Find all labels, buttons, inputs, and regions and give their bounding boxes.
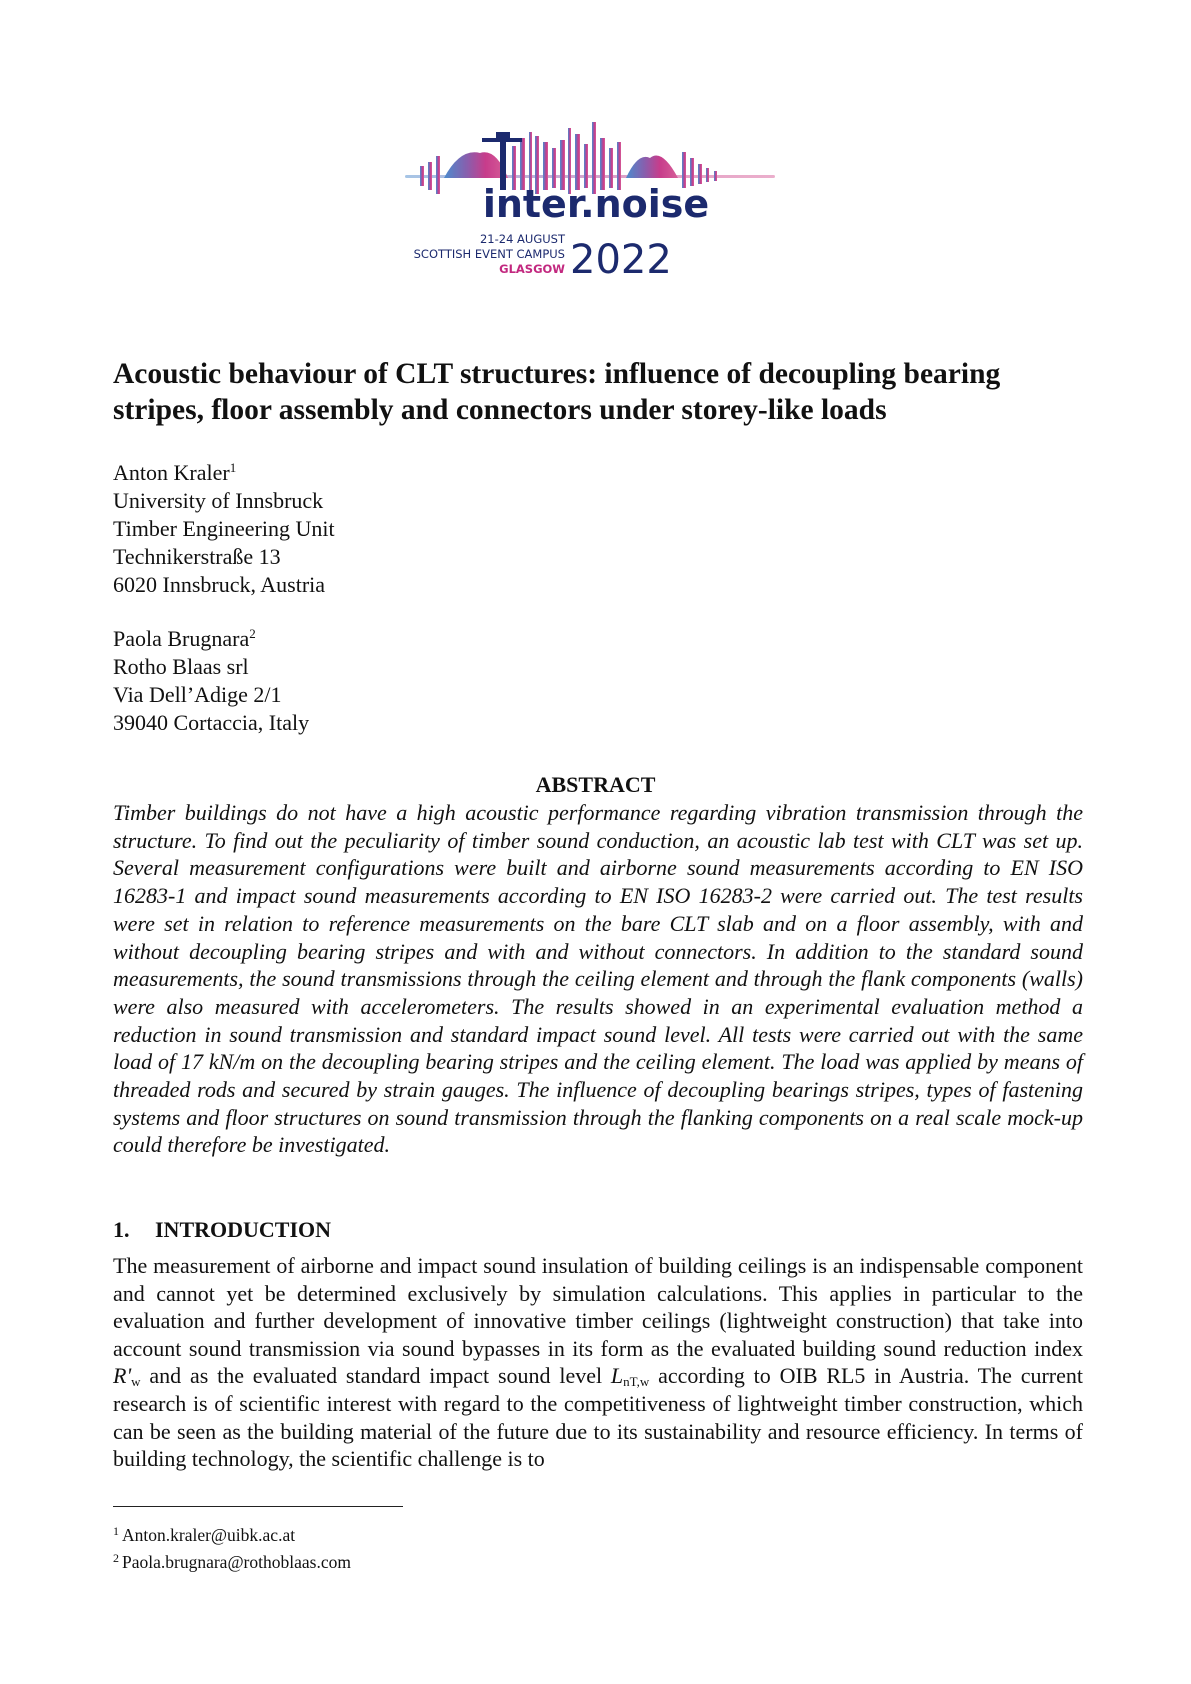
author-name: Anton Kraler$^1$ bbox=[113, 460, 237, 485]
author-address: Technikerstraße 13 bbox=[113, 544, 281, 569]
author-name: Paola Brugnara$^2$ bbox=[113, 626, 256, 651]
abstract-text: Timber buildings do not have a high acoustic performance regarding vibration transmission through the structure. To find out the peculiarity of timber sound conduction, an acoustic lab test with CLT was set up. Several measurement configurations were built and airborne sound measurements according to EN ISO 16283-1 and impact sound measurements according to EN ISO 16283-2 were carried out. The test results were set in relation to reference measurements on the bare CLT slab and on a floor assembly, with and without decoupling bearing stripes and with and without connectors. In addition to the standard sound measurements, the sound transmissions through the ceiling element and through the flank components (walls) were also measured with accelerometers. The results showed in an experimental evaluation method a reduction in sound transmission and standard impact sound level. All tests were carried out with the same load of 17 kN/m on the decoupling bearing stripes and the ceiling element. The load was applied by means of threaded rods and secured by strain gauges. The influence of decoupling bearings stripes, types of fastening systems and floor structures on sound transmission through the flanking components on a real scale mock-up could therefore be investigated. bbox=[113, 800, 1083, 1158]
footnote-marker: 1 bbox=[229, 460, 237, 475]
paper-title bbox=[113, 356, 1083, 428]
author-affiliation: Timber Engineering Unit bbox=[113, 516, 335, 541]
footnote-marker: 2 bbox=[249, 626, 256, 641]
paper-title-line-2: stripes, floor assembly and connectors under storey-like loads bbox=[113, 394, 887, 426]
author-address: 39040 Cortaccia, Italy bbox=[113, 710, 310, 735]
section-number: 1. bbox=[113, 1217, 130, 1242]
author-address: Via Dell’Adige 2/1 bbox=[113, 682, 282, 707]
logo-date: 21-24 AUGUST bbox=[479, 232, 565, 246]
footnote-divider bbox=[113, 1506, 403, 1507]
abstract-heading: ABSTRACT bbox=[535, 772, 656, 797]
footnote-2: $^2$ Paola.brugnara@rothoblaas.com bbox=[113, 1551, 351, 1572]
logo-venue: SCOTTISH EVENT CAMPUS bbox=[413, 247, 565, 261]
symbol-l: L bbox=[610, 1363, 624, 1389]
paper-title-line-1: Acoustic behaviour of CLT structures: influence of decoupling bearing bbox=[113, 358, 1001, 390]
subscript: w bbox=[131, 1374, 141, 1390]
author-block-1 bbox=[113, 459, 1083, 599]
section-heading bbox=[113, 1217, 1083, 1243]
introduction-text: The measurement of airborne and impact sound insulation of building ceilings is an indispensable component and cannot yet be determined exclusively by simulation calculations. This applies in particular to the evaluation and further development of innovative timber ceilings (lightweight construction) that take into account sound transmission via sound bypasses in its form as the evaluated building sound reduction index $R'_w$ and as the evaluated standard impact sound level $L_{nT,w}$ according to OIB RL5 in Austria. The current research is of scientific interest with regard to the competitiveness of lightweight timber construction, which can be seen as the building material of the future due to its sustainability and resource efficiency. In terms of building technology, the scientific challenge is to bbox=[113, 1253, 1083, 1472]
section-title: INTRODUCTION bbox=[155, 1217, 332, 1242]
conference-logo bbox=[400, 118, 792, 288]
author-email: Paola.brugnara@rothoblaas.com bbox=[122, 1552, 351, 1572]
subscript: nT,w bbox=[623, 1374, 650, 1390]
author-affiliation: Rotho Blaas srl bbox=[113, 654, 249, 679]
author-email: Anton.kraler@uibk.ac.at bbox=[122, 1525, 296, 1545]
logo-wordmark: inter.noise bbox=[482, 182, 710, 226]
symbol-r-prime: R' bbox=[113, 1363, 132, 1389]
author-affiliation: University of Innsbruck bbox=[113, 488, 324, 513]
logo-city: GLASGOW bbox=[499, 262, 565, 276]
footnotes bbox=[113, 1522, 1083, 1576]
author-address: 6020 Innsbruck, Austria bbox=[113, 572, 326, 597]
footnote-1: $^1$ Anton.kraler@uibk.ac.at bbox=[113, 1524, 296, 1545]
logo-year: 2022 bbox=[570, 237, 672, 283]
author-block-2 bbox=[113, 625, 1083, 737]
